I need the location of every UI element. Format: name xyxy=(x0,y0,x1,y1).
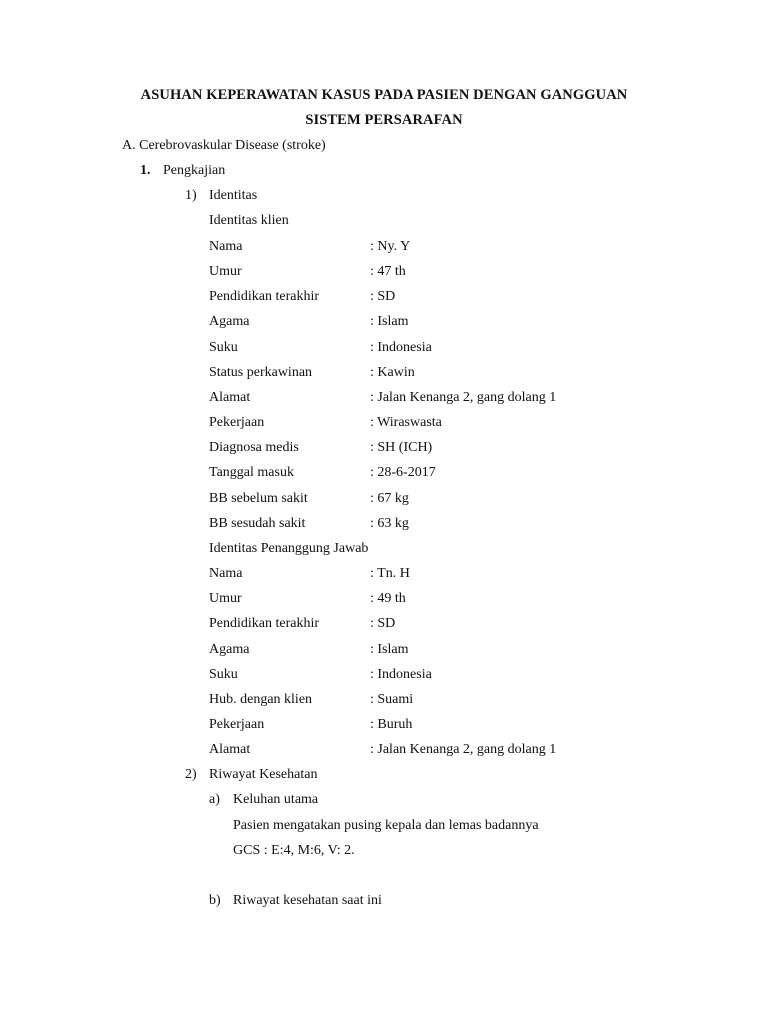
pengkajian-number: 1. xyxy=(140,163,151,178)
pj-field-value: : Islam xyxy=(370,641,409,657)
riwayat-saat-ini-label: Riwayat kesehatan saat ini xyxy=(233,893,382,908)
keluhan-marker: a) xyxy=(209,792,220,807)
pj-field-label: Umur xyxy=(209,591,242,607)
pj-field-label: Hub. dengan klien xyxy=(209,692,313,707)
pj-field-label: Pendidikan terakhir xyxy=(209,616,320,632)
document-title-line-1: ASUHAN KEPERAWATAN KASUS PADA PASIEN DENGAN GANGGUAN xyxy=(140,87,628,103)
identitas-label: Identitas xyxy=(209,188,258,203)
klien-field-label: BB sesudah sakit xyxy=(209,515,306,531)
pj-field-value: : Suami xyxy=(370,692,414,707)
klien-field-label: Suku xyxy=(209,339,238,355)
pj-field-label: Nama xyxy=(209,566,243,581)
klien-field-value: : Kawin xyxy=(370,364,415,380)
pj-field-value: : SD xyxy=(370,616,396,632)
identitas-penanggung-jawab-heading: Identitas Penanggung Jawab xyxy=(209,541,369,556)
gcs-text: GCS : E:4, M:6, V: 2. xyxy=(233,843,355,858)
klien-field-label: BB sebelum sakit xyxy=(209,490,308,506)
klien-field-value: : SH (ICH) xyxy=(370,440,433,456)
riwayat-number: 2) xyxy=(185,767,197,782)
klien-field-value: : 63 kg xyxy=(370,515,409,531)
pj-field-value: : Buruh xyxy=(370,717,413,733)
section-heading: A. Cerebrovaskular Disease (stroke) xyxy=(122,138,326,153)
pj-field-value: : 49 th xyxy=(370,591,406,607)
pj-field-value: : Jalan Kenanga 2, gang dolang 1 xyxy=(370,742,557,758)
identitas-number: 1) xyxy=(185,188,197,203)
identitas-klien-heading: Identitas klien xyxy=(209,213,289,228)
klien-field-label: Nama xyxy=(209,239,243,254)
klien-field-label: Tanggal masuk xyxy=(209,465,294,481)
klien-field-value: : Wiraswasta xyxy=(370,415,442,431)
klien-field-value: : 47 th xyxy=(370,264,406,280)
pengkajian-label: Pengkajian xyxy=(163,163,226,178)
klien-field-label: Pekerjaan xyxy=(209,415,265,431)
keluhan-label: Keluhan utama xyxy=(233,792,319,807)
klien-field-label: Alamat xyxy=(209,389,251,405)
klien-field-value: : Jalan Kenanga 2, gang dolang 1 xyxy=(370,389,557,405)
klien-field-label: Umur xyxy=(209,264,242,280)
klien-field-value: : Islam xyxy=(370,314,409,330)
klien-field-label: Agama xyxy=(209,314,250,330)
klien-field-label: Pendidikan terakhir xyxy=(209,289,320,305)
klien-field-value: : Ny. Y xyxy=(370,239,411,254)
pj-field-value: : Indonesia xyxy=(370,666,432,682)
klien-field-label: Status perkawinan xyxy=(209,364,313,380)
pj-field-label: Alamat xyxy=(209,742,251,758)
klien-field-value: : Indonesia xyxy=(370,339,432,355)
pj-field-value: : Tn. H xyxy=(370,566,410,581)
klien-field-value: : 67 kg xyxy=(370,490,409,506)
klien-field-value: : SD xyxy=(370,289,396,305)
pj-field-label: Pekerjaan xyxy=(209,717,265,733)
klien-field-value: : 28-6-2017 xyxy=(370,465,436,481)
pj-field-label: Suku xyxy=(209,666,238,682)
riwayat-saat-ini-marker: b) xyxy=(209,893,221,908)
klien-field-label: Diagnosa medis xyxy=(209,440,299,456)
keluhan-text: Pasien mengatakan pusing kepala dan lemas badannya xyxy=(233,818,539,833)
document-title-line-2: SISTEM PERSARAFAN xyxy=(305,112,463,128)
pj-field-label: Agama xyxy=(209,641,250,657)
riwayat-label: Riwayat Kesehatan xyxy=(209,767,318,782)
